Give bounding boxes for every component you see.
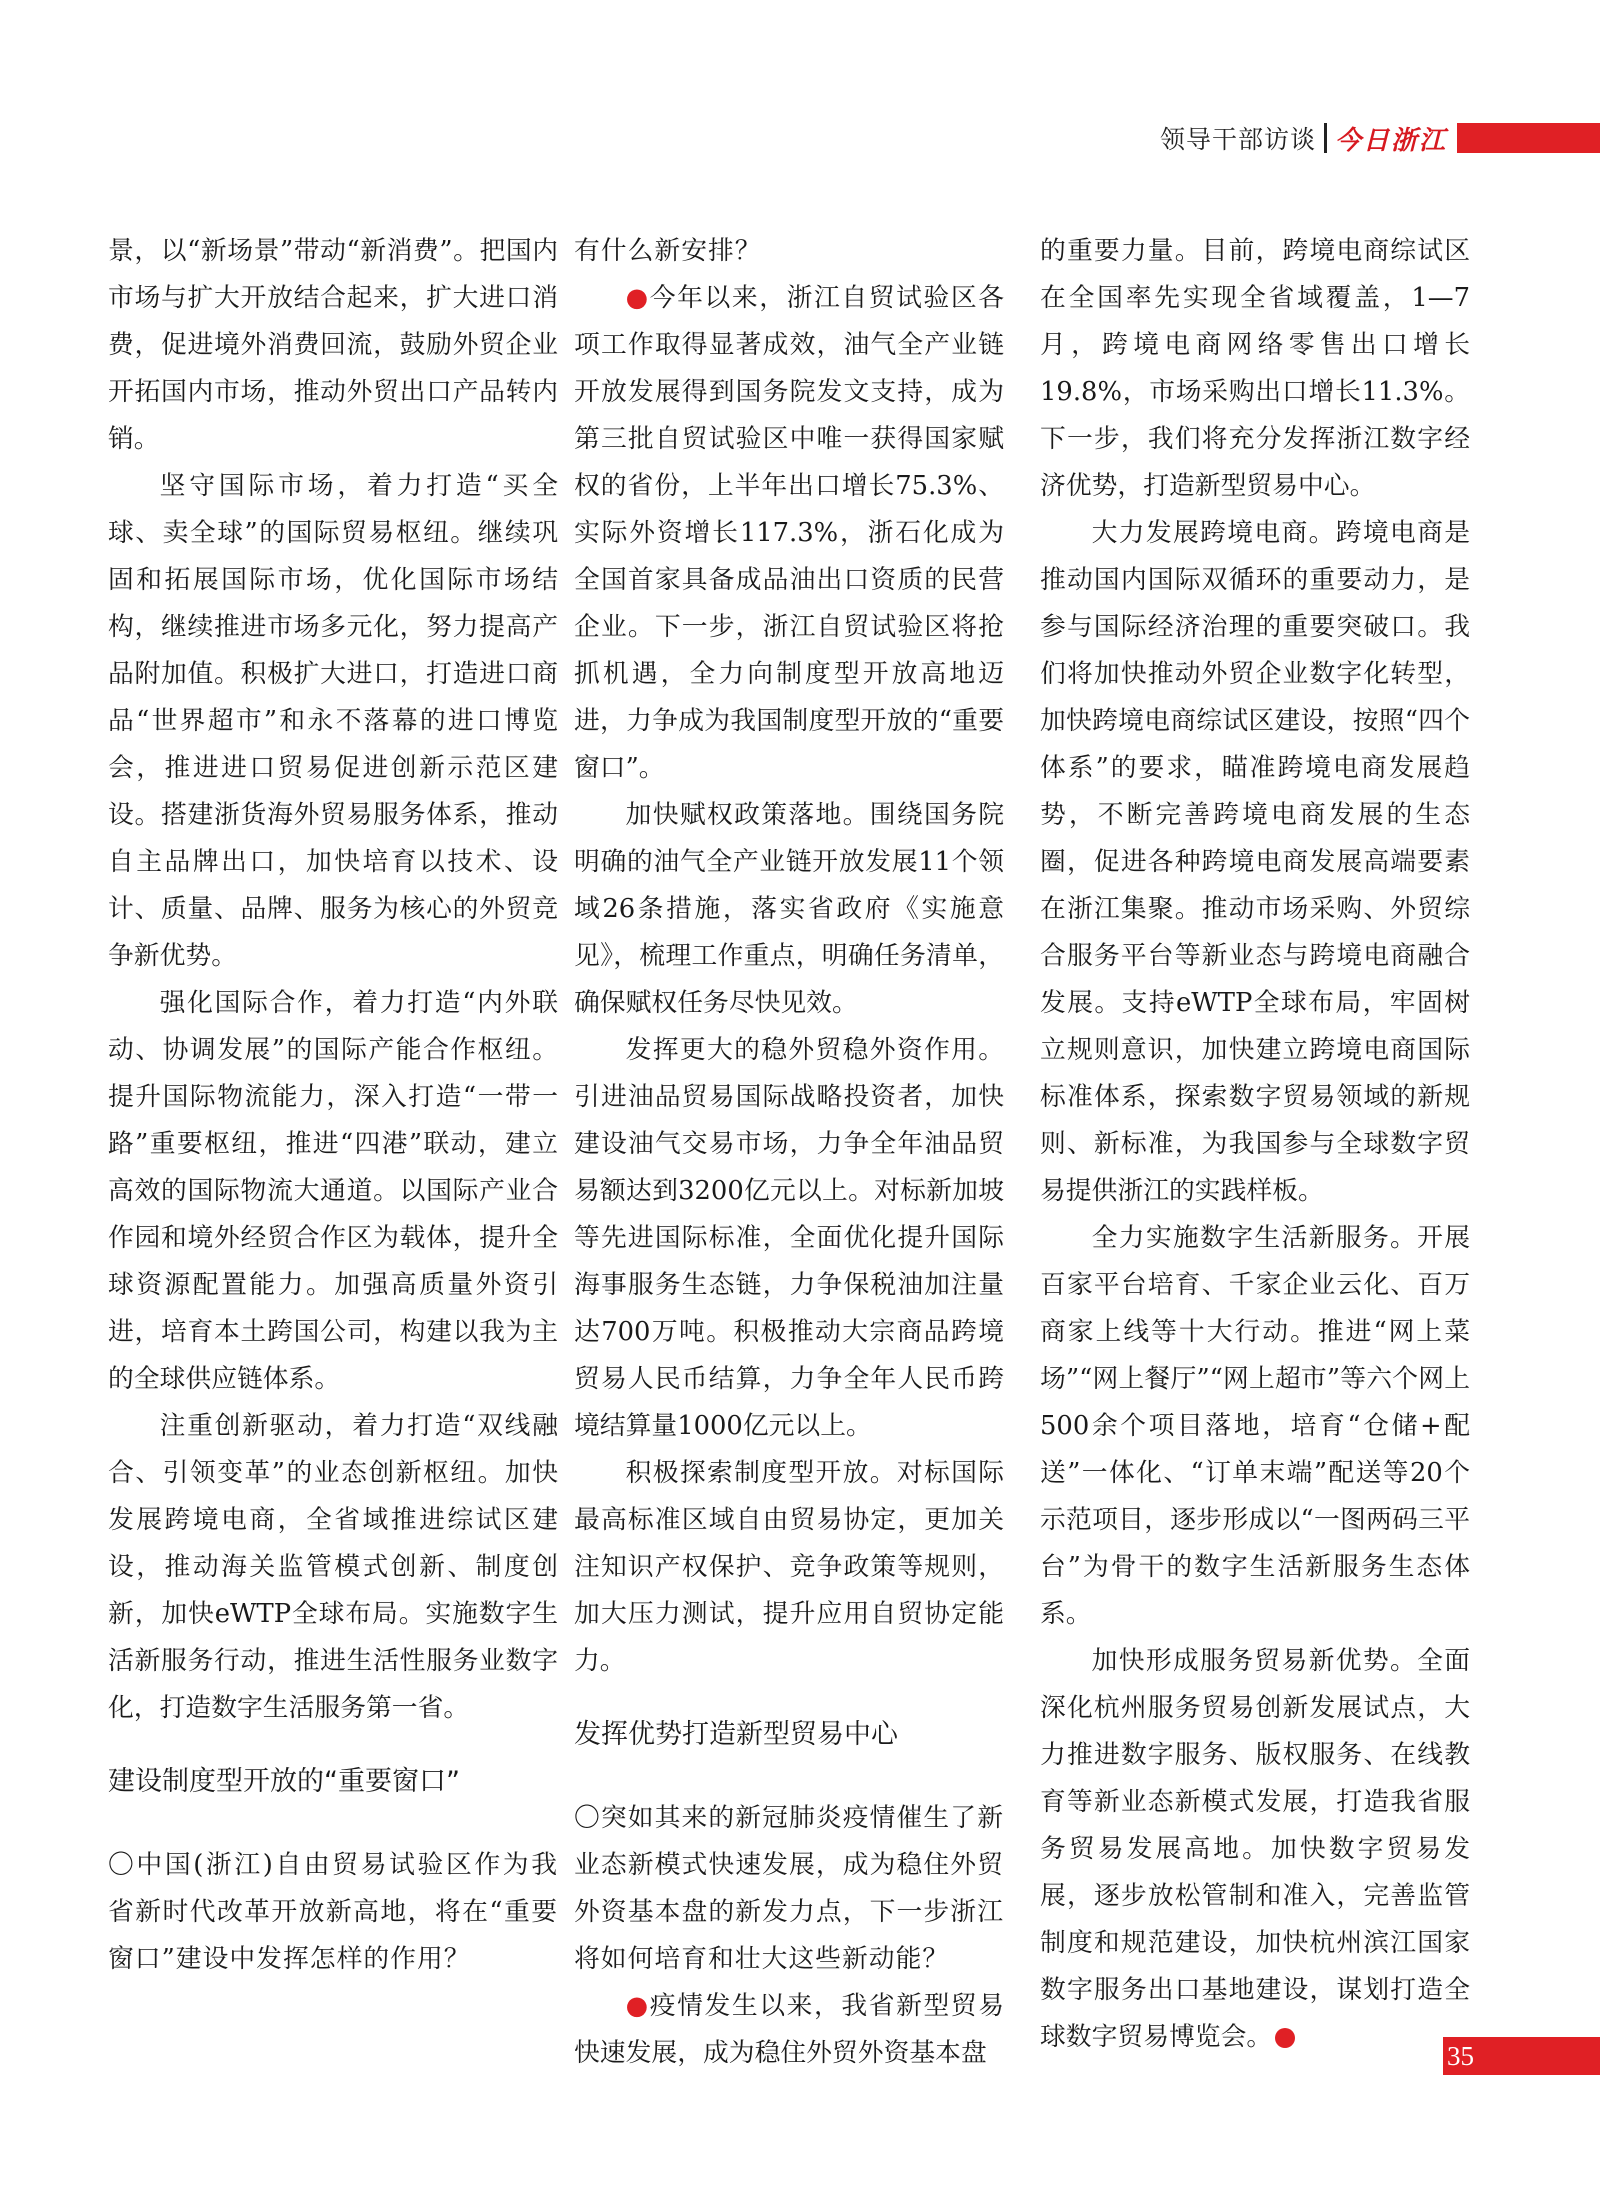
interview-answer <box>574 275 1004 792</box>
paragraph: 的重要力量。目前，跨境电商综试区在全国率先实现全省域覆盖，1—7月，跨境电商网络零售出口增长19.8%，市场采购出口增长11.3%。下一步，我们将充分发挥浙江数字经济优势，打造新型贸易中心。 <box>1040 236 1470 501</box>
paragraph: 积极探索制度型开放。对标国际最高标准区域自由贸易协定，更加关注知识产权保护、竞争政策等规则，加大压力测试，提升应用自贸协定能力。 <box>574 1458 1004 1676</box>
paragraph: 大力发展跨境电商。跨境电商是推动国内国际双循环的重要动力，是参与国际经济治理的重要突破口。我们将加快推动外贸企业数字化转型，加快跨境电商综试区建设，按照“四个体系”的要求，瞄准跨境电商发展趋势，不断完善跨境电商发展的生态圈，促进各种跨境电商发展高端要素在浙江集聚。推动市场采购、外贸综合服务平台等新业态与跨境电商融合发展。支持eWTP全球布局，牢固树立规则意识，加快建立跨境电商国际标准体系，探索数字贸易领域的新规则、新标准，为我国参与全球数字贸易提供浙江的实践样板。 <box>1040 518 1470 1206</box>
interview-question-continued: 有什么新安排？ <box>574 236 762 266</box>
end-mark-icon: 今 <box>1275 2028 1295 2048</box>
answer-bullet-icon: ● <box>625 1991 650 2021</box>
paragraph: 加快赋权政策落地。围绕国务院明确的油气全产业链开放发展11个领域26条措施，落实省政府《实施意见》，梳理工作重点，明确任务清单，确保赋权任务尽快见效。 <box>574 800 1004 1018</box>
header-separator <box>1324 123 1327 153</box>
paragraph: 全力实施数字生活新服务。开展百家平台培育、千家企业云化、百万商家上线等十大行动。推进“网上菜场”“网上餐厅”“网上超市”等六个网上500余个项目落地，培育“仓储+配送”一体化、“订单末端”配送等20个示范项目，逐步形成以“一图两码三平台”为骨干的数字生活新服务生态体系。 <box>1040 1223 1470 1629</box>
interview-question: 〇中国(浙江)自由贸易试验区作为我省新时代改革开放新高地，将在“重要窗口”建设中发挥怎样的作用？ <box>108 1850 558 1974</box>
paragraph-text: 加快形成服务贸易新优势。全面深化杭州服务贸易创新发展试点，大力推进数字服务、版权服务、在线教育等新业态新模式发展，打造我省服务贸易发展高地。加快数字贸易发展，逐步放松管制和准入，完善监管制度和规范建设，加快杭州滨江国家数字服务出口基地建设，谋划打造全球数字贸易博览会。 <box>1040 1646 1470 2052</box>
paragraph <box>1040 1638 1470 2061</box>
column-2 <box>574 228 1004 2077</box>
section-title: 领导干部访谈 <box>1160 125 1317 154</box>
page-number: 35 <box>1443 2037 1600 2075</box>
paragraph: 发挥更大的稳外贸稳外资作用。引进油品贸易国际战略投资者，加快建设油气交易市场，力争全年油品贸易额达到3200亿元以上。对标新加坡等先进国际标准，全面优化提升国际海事服务生态链，力争保税油加注量达700万吨。积极推动大宗商品跨境贸易人民币结算，力争全年人民币跨境结算量1000亿元以上。 <box>574 1035 1004 1441</box>
column-3 <box>1040 228 1470 2061</box>
page-header <box>1160 118 1600 158</box>
paragraph: 强化国际合作，着力打造“内外联动、协调发展”的国际产能合作枢纽。提升国际物流能力，深入打造“一带一路”重要枢纽，推进“四港”联动，建立高效的国际物流大通道。以国际产业合作园和境外经贸合作区为载体，提升全球资源配置能力。加强高质量外资引进，培育本土跨国公司，构建以我为主的全球供应链体系。 <box>108 988 558 1394</box>
column-1 <box>108 228 558 1983</box>
answer-text: 疫情发生以来，我省新型贸易快速发展，成为稳住外贸外资基本盘 <box>574 1991 1004 2068</box>
paragraph: 注重创新驱动，着力打造“双线融合、引领变革”的业态创新枢纽。加快发展跨境电商，全省域推进综试区建设，推动海关监管模式创新、制度创新，加快eWTP全球布局。实施数字生活新服务行动，推进生活性服务业数字化，打造数字生活服务第一省。 <box>108 1411 558 1723</box>
paragraph: 景，以“新场景”带动“新消费”。把国内市场与扩大开放结合起来，扩大进口消费，促进境外消费回流，鼓励外贸企业开拓国内市场，推动外贸出口产品转内销。 <box>108 236 558 454</box>
section-heading: 发挥优势打造新型贸易中心 <box>574 1719 898 1750</box>
section-heading: 建设制度型开放的“重要窗口” <box>108 1766 460 1797</box>
paragraph: 坚守国际市场，着力打造“买全球、卖全球”的国际贸易枢纽。继续巩固和拓展国际市场，优化国际市场结构，继续推进市场多元化，努力提高产品附加值。积极扩大进口，打造进口商品“世界超市”和永不落幕的进口博览会，推进进口贸易促进创新示范区建设。搭建浙货海外贸易服务体系，推动自主品牌出口，加快培育以技术、设计、质量、品牌、服务为核心的外贸竞争新优势。 <box>108 471 558 971</box>
answer-bullet-icon: ● <box>625 283 650 313</box>
interview-question: 〇突如其来的新冠肺炎疫情催生了新业态新模式快速发展，成为稳住外贸外资基本盘的新发力点，下一步浙江将如何培育和壮大这些新动能？ <box>574 1803 1004 1974</box>
magazine-logo: 今日浙江 <box>1335 125 1448 156</box>
header-red-bar <box>1457 123 1600 153</box>
answer-text: 今年以来，浙江自贸试验区各项工作取得显著成效，油气全产业链开放发展得到国务院发文支持，成为第三批自贸试验区中唯一获得国家赋权的省份，上半年出口增长75.3%、实际外资增长117.3%，浙石化成为全国首家具备成品油出口资质的民营企业。下一步，浙江自贸试验区将抢抓机遇，全力向制度型开放高地迈进，力争成为我国制度型开放的“重要窗口”。 <box>574 283 1004 783</box>
interview-answer <box>574 1983 1004 2077</box>
